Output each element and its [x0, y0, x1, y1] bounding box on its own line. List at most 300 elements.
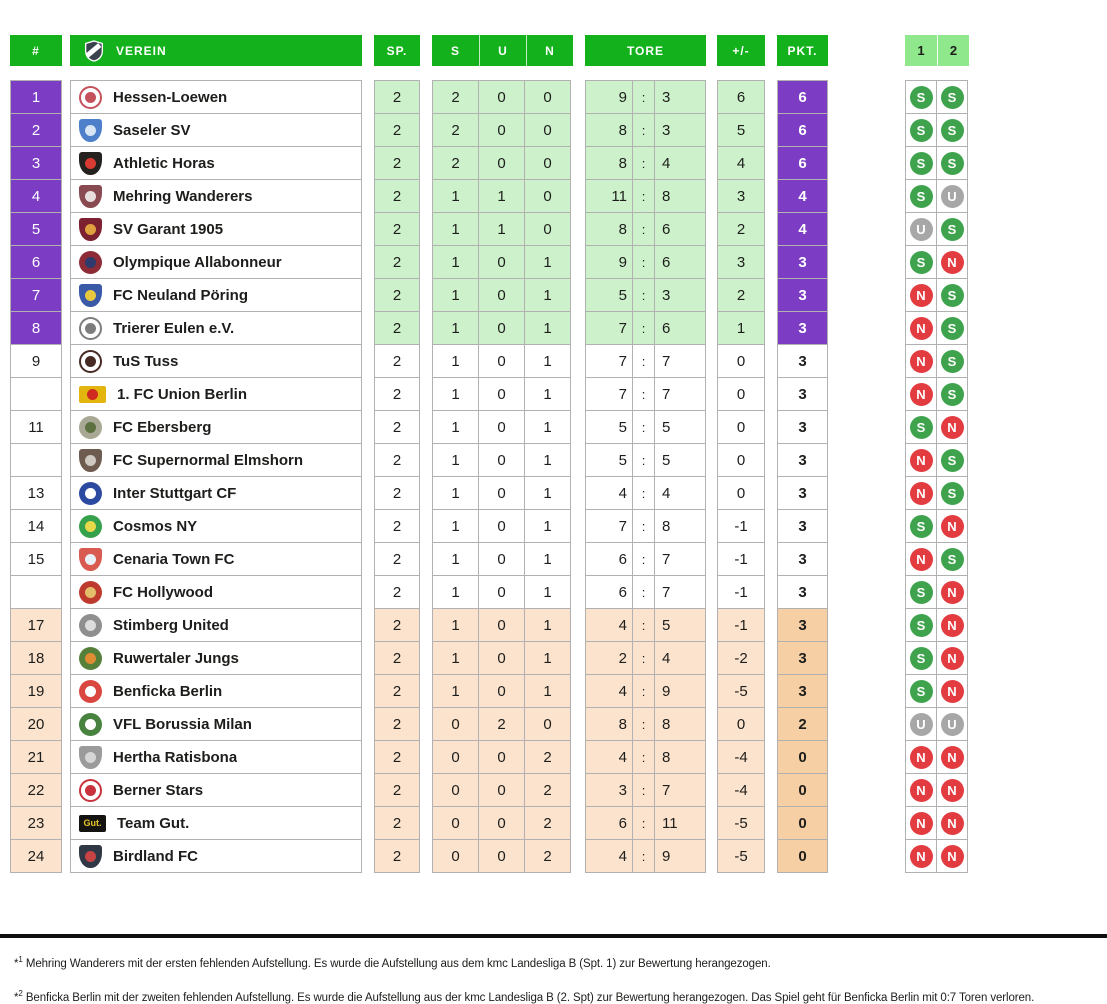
draws-cell: 2: [478, 707, 525, 741]
team-logo-icon: [79, 416, 102, 439]
goals-for-cell: 4: [585, 674, 633, 708]
matches-cell: 2: [374, 311, 420, 345]
position-cell: [10, 575, 62, 609]
goals-for-cell: 6: [585, 806, 633, 840]
wins-cell: 1: [432, 212, 479, 246]
team-cell[interactable]: [70, 806, 362, 840]
position-cell: 7: [10, 278, 62, 312]
team-cell[interactable]: [70, 740, 362, 774]
position-cell: [10, 443, 62, 477]
goals-separator-cell: :: [632, 80, 655, 114]
team-cell[interactable]: [70, 542, 362, 576]
goal-diff-cell: 0: [717, 707, 765, 741]
losses-cell: 0: [524, 707, 571, 741]
draws-cell: 0: [478, 311, 525, 345]
goals-against-cell: 7: [654, 542, 706, 576]
header-goal-diff: +/-: [717, 35, 765, 66]
form-cell-2: [936, 773, 968, 807]
team-name: FC Neuland Pöring: [113, 286, 248, 304]
team-cell[interactable]: [70, 113, 362, 147]
goals-for-cell: 6: [585, 542, 633, 576]
team-logo-detail: [85, 521, 96, 532]
points-cell: 3: [777, 344, 828, 378]
team-logo-detail: [85, 158, 96, 169]
draws-cell: 0: [478, 674, 525, 708]
goals-against-cell: 3: [654, 113, 706, 147]
goals-separator-cell: :: [632, 608, 655, 642]
form-badge-1: N: [910, 779, 933, 802]
points-cell: 6: [777, 80, 828, 114]
team-logo-detail: [85, 356, 96, 367]
losses-cell: 1: [524, 509, 571, 543]
draws-cell: 0: [478, 245, 525, 279]
form-cell-1: [905, 377, 937, 411]
footnote-2: [14, 989, 1097, 1004]
team-logo-icon: [79, 581, 102, 604]
goals-against-cell: 8: [654, 707, 706, 741]
goals-against-cell: 5: [654, 608, 706, 642]
goal-diff-cell: -5: [717, 674, 765, 708]
wins-cell: 1: [432, 344, 479, 378]
goals-against-cell: 11: [654, 806, 706, 840]
losses-cell: 2: [524, 839, 571, 873]
footnote-1: [14, 955, 1097, 970]
wins-cell: 1: [432, 179, 479, 213]
form-cell-2: [936, 245, 968, 279]
team-name: Ruwertaler Jungs: [113, 649, 239, 667]
form-badge-2: N: [941, 251, 964, 274]
team-name: Hessen-Loewen: [113, 88, 228, 106]
footnotes: [0, 938, 1107, 1004]
points-cell: 0: [777, 773, 828, 807]
team-cell[interactable]: [70, 608, 362, 642]
team-cell[interactable]: [70, 641, 362, 675]
form-cell-1: [905, 839, 937, 873]
table-row: [10, 839, 1107, 873]
goals-for-cell: 8: [585, 212, 633, 246]
team-logo-icon: [79, 284, 102, 307]
team-name: Saseler SV: [113, 121, 191, 139]
form-badge-1: N: [910, 317, 933, 340]
team-name: SV Garant 1905: [113, 220, 224, 238]
goals-separator-cell: :: [632, 377, 655, 411]
draws-cell: 0: [478, 377, 525, 411]
form-cell-1: [905, 806, 937, 840]
losses-cell: 1: [524, 377, 571, 411]
table-body: [10, 80, 1107, 873]
position-cell: 17: [10, 608, 62, 642]
goal-diff-cell: -1: [717, 542, 765, 576]
points-cell: 3: [777, 575, 828, 609]
form-cell-1: [905, 278, 937, 312]
matches-cell: 2: [374, 278, 420, 312]
position-cell: 18: [10, 641, 62, 675]
points-cell: 0: [777, 839, 828, 873]
goals-separator-cell: :: [632, 707, 655, 741]
position-cell: 4: [10, 179, 62, 213]
team-logo-detail: [85, 191, 96, 202]
team-name: Benficka Berlin: [113, 682, 223, 700]
points-cell: 4: [777, 179, 828, 213]
goal-diff-cell: 0: [717, 377, 765, 411]
wins-cell: 2: [432, 80, 479, 114]
form-badge-2: S: [941, 449, 964, 472]
goal-diff-cell: 2: [717, 278, 765, 312]
losses-cell: 1: [524, 311, 571, 345]
goal-diff-cell: 0: [717, 443, 765, 477]
table-row: [10, 311, 1107, 345]
form-cell-1: [905, 509, 937, 543]
form-cell-1: [905, 344, 937, 378]
points-cell: 3: [777, 476, 828, 510]
goals-for-cell: 7: [585, 311, 633, 345]
form-badge-2: N: [941, 581, 964, 604]
header-form-game-1: 1: [905, 35, 937, 66]
form-cell-2: [936, 707, 968, 741]
table-row: [10, 608, 1107, 642]
goal-diff-cell: 1: [717, 311, 765, 345]
table-row: [10, 146, 1107, 180]
team-logo-icon: [79, 779, 102, 802]
losses-cell: 1: [524, 641, 571, 675]
form-badge-2: S: [941, 383, 964, 406]
header-position: #: [10, 35, 62, 66]
form-badge-1: N: [910, 548, 933, 571]
goals-separator-cell: :: [632, 674, 655, 708]
form-badge-2: N: [941, 614, 964, 637]
team-cell[interactable]: [70, 179, 362, 213]
team-logo-icon: [79, 482, 102, 505]
goals-separator-cell: :: [632, 179, 655, 213]
team-cell[interactable]: [70, 212, 362, 246]
position-cell: 11: [10, 410, 62, 444]
form-badge-1: U: [910, 218, 933, 241]
team-logo-icon: [79, 548, 102, 571]
team-logo-icon: [79, 680, 102, 703]
losses-cell: 0: [524, 212, 571, 246]
form-badge-2: S: [941, 152, 964, 175]
form-badge-1: N: [910, 350, 933, 373]
matches-cell: 2: [374, 608, 420, 642]
position-cell: 14: [10, 509, 62, 543]
matches-cell: 2: [374, 377, 420, 411]
team-cell[interactable]: [70, 311, 362, 345]
draws-cell: 0: [478, 542, 525, 576]
form-badge-2: N: [941, 746, 964, 769]
form-badge-2: N: [941, 515, 964, 538]
team-logo-detail: [85, 323, 96, 334]
losses-cell: 0: [524, 179, 571, 213]
team-cell[interactable]: [70, 476, 362, 510]
matches-cell: 2: [374, 344, 420, 378]
points-cell: 3: [777, 542, 828, 576]
form-cell-2: [936, 608, 968, 642]
form-cell-2: [936, 344, 968, 378]
goals-against-cell: 8: [654, 509, 706, 543]
matches-cell: 2: [374, 806, 420, 840]
form-cell-2: [936, 641, 968, 675]
losses-cell: 0: [524, 146, 571, 180]
team-name: TuS Tuss: [113, 352, 179, 370]
team-cell[interactable]: [70, 146, 362, 180]
form-cell-2: [936, 839, 968, 873]
team-logo-icon: [79, 119, 102, 142]
wins-cell: 1: [432, 443, 479, 477]
losses-cell: 2: [524, 740, 571, 774]
form-badge-2: N: [941, 416, 964, 439]
wins-cell: 0: [432, 740, 479, 774]
draws-cell: 0: [478, 344, 525, 378]
form-cell-1: [905, 608, 937, 642]
team-cell[interactable]: [70, 245, 362, 279]
team-cell[interactable]: [70, 509, 362, 543]
draws-cell: 0: [478, 113, 525, 147]
goals-separator-cell: :: [632, 311, 655, 345]
team-name: 1. FC Union Berlin: [117, 385, 248, 403]
wins-cell: 2: [432, 146, 479, 180]
losses-cell: 1: [524, 344, 571, 378]
team-logo-detail: [85, 719, 96, 730]
footnote-2-marker: *: [14, 991, 19, 1004]
form-badge-1: N: [910, 449, 933, 472]
form-cell-1: [905, 740, 937, 774]
team-cell[interactable]: [70, 773, 362, 807]
goals-for-cell: 4: [585, 740, 633, 774]
position-cell: 19: [10, 674, 62, 708]
table-row: [10, 674, 1107, 708]
losses-cell: 0: [524, 80, 571, 114]
losses-cell: 1: [524, 608, 571, 642]
goals-separator-cell: :: [632, 146, 655, 180]
points-cell: 0: [777, 806, 828, 840]
team-cell[interactable]: [70, 410, 362, 444]
form-cell-2: [936, 410, 968, 444]
team-cell[interactable]: [70, 377, 362, 411]
goals-against-cell: 7: [654, 773, 706, 807]
goals-for-cell: 8: [585, 146, 633, 180]
team-name: Birdland FC: [113, 847, 198, 865]
points-cell: 3: [777, 311, 828, 345]
goals-for-cell: 4: [585, 476, 633, 510]
goals-separator-cell: :: [632, 740, 655, 774]
wins-cell: 0: [432, 839, 479, 873]
form-cell-2: [936, 278, 968, 312]
team-name: Athletic Horas: [113, 154, 215, 172]
goals-for-cell: 8: [585, 707, 633, 741]
points-cell: 3: [777, 245, 828, 279]
form-cell-2: [936, 146, 968, 180]
draws-cell: 0: [478, 80, 525, 114]
team-logo-detail: [85, 422, 96, 433]
goals-against-cell: 6: [654, 212, 706, 246]
losses-cell: 1: [524, 575, 571, 609]
team-name: Stimberg United: [113, 616, 229, 634]
position-cell: 20: [10, 707, 62, 741]
form-badge-1: S: [910, 416, 933, 439]
team-logo-detail: [85, 290, 96, 301]
goals-separator-cell: :: [632, 509, 655, 543]
form-cell-2: [936, 740, 968, 774]
form-badge-2: S: [941, 119, 964, 142]
wins-cell: 1: [432, 509, 479, 543]
goal-diff-cell: -2: [717, 641, 765, 675]
team-logo-icon: [79, 515, 102, 538]
header-form-game-2: 2: [937, 35, 969, 66]
matches-cell: 2: [374, 575, 420, 609]
position-cell: 21: [10, 740, 62, 774]
team-logo-detail: [85, 686, 96, 697]
team-name: Mehring Wanderers: [113, 187, 253, 205]
goal-diff-cell: -5: [717, 806, 765, 840]
wins-cell: 1: [432, 377, 479, 411]
team-logo-icon: [79, 317, 102, 340]
goals-for-cell: 8: [585, 113, 633, 147]
team-logo-icon: [79, 449, 102, 472]
points-cell: 2: [777, 707, 828, 741]
points-cell: 3: [777, 443, 828, 477]
goals-against-cell: 9: [654, 839, 706, 873]
matches-cell: 2: [374, 740, 420, 774]
wins-cell: 2: [432, 113, 479, 147]
form-cell-1: [905, 245, 937, 279]
losses-cell: 1: [524, 245, 571, 279]
points-cell: 4: [777, 212, 828, 246]
matches-cell: 2: [374, 146, 420, 180]
goals-against-cell: 7: [654, 575, 706, 609]
team-logo-detail: [85, 257, 96, 268]
team-name: Trierer Eulen e.V.: [113, 319, 235, 337]
form-badge-1: S: [910, 86, 933, 109]
position-cell: 5: [10, 212, 62, 246]
team-cell[interactable]: [70, 839, 362, 873]
form-cell-1: [905, 575, 937, 609]
form-cell-1: [905, 410, 937, 444]
table-row: [10, 443, 1107, 477]
footnote-1-marker: *: [14, 957, 19, 970]
team-cell[interactable]: [70, 707, 362, 741]
losses-cell: 2: [524, 773, 571, 807]
team-cell[interactable]: [70, 575, 362, 609]
header-verein-label: VEREIN: [116, 43, 167, 58]
form-cell-2: [936, 476, 968, 510]
form-cell-2: [936, 212, 968, 246]
goals-against-cell: 4: [654, 146, 706, 180]
team-name: Inter Stuttgart CF: [113, 484, 237, 502]
losses-cell: 2: [524, 806, 571, 840]
draws-cell: 0: [478, 641, 525, 675]
points-cell: 6: [777, 146, 828, 180]
losses-cell: 1: [524, 674, 571, 708]
form-cell-2: [936, 806, 968, 840]
form-badge-2: N: [941, 812, 964, 835]
position-cell: 22: [10, 773, 62, 807]
points-cell: 0: [777, 740, 828, 774]
draws-cell: 1: [478, 212, 525, 246]
matches-cell: 2: [374, 410, 420, 444]
goal-diff-cell: 0: [717, 476, 765, 510]
goal-diff-cell: 0: [717, 410, 765, 444]
draws-cell: 0: [478, 740, 525, 774]
team-name: FC Hollywood: [113, 583, 213, 601]
form-cell-2: [936, 542, 968, 576]
goal-diff-cell: 3: [717, 179, 765, 213]
goals-for-cell: 4: [585, 839, 633, 873]
goal-diff-cell: -1: [717, 608, 765, 642]
position-cell: 9: [10, 344, 62, 378]
team-name: Hertha Ratisbona: [113, 748, 238, 766]
form-cell-1: [905, 542, 937, 576]
form-badge-2: N: [941, 845, 964, 868]
team-name: FC Ebersberg: [113, 418, 212, 436]
table-row: [10, 113, 1107, 147]
team-logo-detail: [85, 785, 96, 796]
form-cell-1: [905, 476, 937, 510]
position-cell: 13: [10, 476, 62, 510]
table-row: [10, 542, 1107, 576]
form-cell-1: [905, 641, 937, 675]
draws-cell: 0: [478, 443, 525, 477]
goals-separator-cell: :: [632, 575, 655, 609]
team-name: Olympique Allabonneur: [113, 253, 282, 271]
goals-for-cell: 6: [585, 575, 633, 609]
table-row: [10, 509, 1107, 543]
goal-diff-cell: 3: [717, 245, 765, 279]
goals-separator-cell: :: [632, 641, 655, 675]
points-cell: 3: [777, 674, 828, 708]
form-badge-1: S: [910, 119, 933, 142]
goals-for-cell: 7: [585, 344, 633, 378]
form-cell-2: [936, 674, 968, 708]
points-cell: 3: [777, 278, 828, 312]
form-badge-1: N: [910, 383, 933, 406]
wins-cell: 1: [432, 575, 479, 609]
form-cell-1: [905, 146, 937, 180]
form-cell-1: [905, 311, 937, 345]
team-cell[interactable]: [70, 674, 362, 708]
draws-cell: 0: [478, 410, 525, 444]
matches-cell: 2: [374, 179, 420, 213]
draws-cell: 0: [478, 146, 525, 180]
goals-for-cell: 7: [585, 377, 633, 411]
matches-cell: 2: [374, 509, 420, 543]
matches-cell: 2: [374, 707, 420, 741]
draws-cell: 0: [478, 575, 525, 609]
form-cell-2: [936, 509, 968, 543]
wins-cell: 0: [432, 773, 479, 807]
goals-against-cell: 3: [654, 278, 706, 312]
header-goals: TORE: [585, 35, 706, 66]
team-name: Berner Stars: [113, 781, 204, 799]
form-cell-1: [905, 212, 937, 246]
table-row: [10, 179, 1107, 213]
matches-cell: 2: [374, 212, 420, 246]
team-cell[interactable]: [70, 344, 362, 378]
team-logo-detail: [85, 620, 96, 631]
goals-against-cell: 6: [654, 311, 706, 345]
form-badge-2: S: [941, 317, 964, 340]
team-cell[interactable]: [70, 278, 362, 312]
goals-against-cell: 9: [654, 674, 706, 708]
form-badge-1: S: [910, 515, 933, 538]
goals-against-cell: 7: [654, 344, 706, 378]
team-cell[interactable]: [70, 80, 362, 114]
draws-cell: 0: [478, 509, 525, 543]
header-losses: N: [526, 35, 573, 66]
team-logo-icon: [79, 218, 102, 241]
team-cell[interactable]: [70, 443, 362, 477]
form-cell-2: [936, 377, 968, 411]
goals-separator-cell: :: [632, 344, 655, 378]
